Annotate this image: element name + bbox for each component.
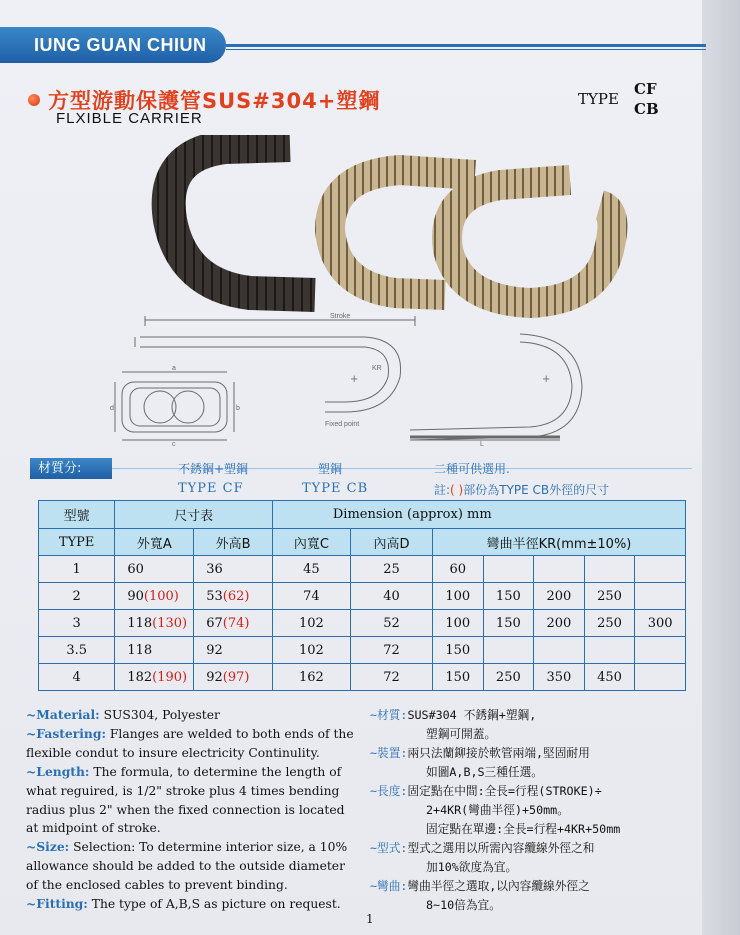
note-suffix: 部份為TYPE CB外徑的尺寸: [463, 483, 610, 497]
note-text: SUS304, Polyester: [99, 708, 220, 722]
cell-d: 52: [351, 610, 433, 637]
cell-c: 45: [272, 556, 350, 583]
cn-note-line: [370, 877, 710, 896]
cell-kr: 150: [483, 610, 534, 637]
cell-b-cb-value: (74): [222, 615, 250, 631]
cell-b: [194, 556, 273, 583]
cell-b-value: 67: [206, 615, 223, 631]
cell-a: [115, 610, 194, 637]
materials-tag: 材質分:: [30, 458, 112, 479]
cn-note-label: ~彎曲:: [370, 879, 408, 893]
note-fitting: [26, 895, 356, 914]
cell-d: 72: [351, 637, 433, 664]
cell-kr: [635, 556, 686, 583]
header-type: TYPE: [39, 529, 115, 556]
type-code-cf: CF: [634, 80, 657, 98]
cn-note-label: ~材質:: [370, 708, 408, 722]
banner-rule: [226, 44, 706, 47]
cell-kr: [635, 583, 686, 610]
material-cf: 不銹鋼+塑鋼: [178, 462, 249, 476]
cell-kr: [635, 664, 686, 691]
cell-type: 1: [39, 556, 115, 583]
center-mark-icon: +: [350, 374, 359, 385]
page-subtitle: FLXIBLE CARRIER: [56, 110, 203, 127]
technical-drawing: [110, 312, 590, 447]
banner-rule-thin: [226, 49, 706, 50]
type-cb-label: TYPE CB: [302, 481, 369, 496]
cell-kr: [534, 637, 585, 664]
header-kr: 彎曲半徑KR(mm±10%): [432, 529, 685, 556]
cn-note-line: [370, 782, 710, 801]
cell-c: 102: [272, 610, 350, 637]
cn-note-text: 固定點在中間:全長=行程(STROKE)÷: [407, 784, 602, 798]
cell-d: 40: [351, 583, 433, 610]
note-fastering: [26, 725, 356, 763]
cell-b: [194, 610, 273, 637]
cell-b: [194, 583, 273, 610]
cell-kr: 250: [584, 610, 635, 637]
cell-a-cb-value: (190): [152, 669, 188, 685]
cell-kr: 150: [483, 583, 534, 610]
cell-kr: 150: [432, 664, 483, 691]
table-subheader-row: [39, 529, 686, 556]
note-length: [26, 763, 356, 839]
cell-kr: [584, 556, 635, 583]
note-label: ~Fastering:: [26, 725, 106, 741]
cn-note-label: ~裝置:: [370, 746, 408, 760]
page-title: 方型游動保護管SUS#304+塑鋼: [48, 89, 381, 113]
cn-note-text: 兩只法蘭鉚接於軟管兩端,堅固耐用: [407, 746, 590, 760]
cn-note-text: SUS#304 不銹鋼+塑鋼,: [407, 708, 537, 722]
cell-kr: 60: [432, 556, 483, 583]
cell-b: [194, 637, 273, 664]
cell-d: 72: [351, 664, 433, 691]
material-choice-note: 二種可供選用.: [434, 462, 510, 476]
cell-a-value: 118: [127, 615, 153, 631]
carrier-dark: [169, 145, 315, 295]
cell-kr: 350: [534, 664, 585, 691]
dim-l-label: L: [480, 441, 484, 447]
dim-kr-label: KR: [372, 365, 382, 372]
parenthesis-note: [434, 481, 609, 498]
cell-kr: 150: [432, 637, 483, 664]
dim-a-label: a: [172, 365, 176, 372]
note-text: The formula, to determine the length of what reguired, is 1/2" stroke plus 4 times bending radius plus 2" when the fixed connection is located at midpoint of stroke.: [26, 764, 345, 836]
cn-note-label: ~長度:: [370, 784, 408, 798]
material-cb: 塑鋼: [318, 462, 343, 476]
cell-kr: [483, 637, 534, 664]
note-text: Flanges are welded to both ends of the flexible condut to insure electricity Continulity.: [26, 726, 354, 760]
cell-d: 25: [351, 556, 433, 583]
cell-b: [194, 664, 273, 691]
cell-a: [115, 637, 194, 664]
cell-kr: [635, 637, 686, 664]
cell-a-value: 118: [127, 642, 153, 658]
cn-note-line: 如圖A,B,S三種任選。: [426, 765, 543, 779]
type-code-cb: CB: [634, 100, 659, 118]
cell-kr: 300: [635, 610, 686, 637]
cell-a: [115, 583, 194, 610]
cell-kr: 450: [584, 664, 635, 691]
cell-a: [115, 556, 194, 583]
cell-type: 3: [39, 610, 115, 637]
cn-note-text: 彎曲半徑之選取,以內容纜線外徑之: [407, 879, 590, 893]
dim-b-label: b: [236, 405, 240, 412]
table-row: [39, 556, 686, 583]
page-number: 1: [366, 912, 374, 926]
cell-a-value: 182: [127, 669, 153, 685]
cn-note-line: [370, 744, 710, 763]
cell-b-value: 92: [206, 669, 223, 685]
note-text: The type of A,B,S as picture on request.: [87, 897, 341, 912]
note-paren: ( ): [450, 483, 464, 497]
note-material: [26, 706, 356, 725]
header-dimension: Dimension (approx) mm: [272, 501, 685, 529]
brand-banner: IUNG GUAN CHIUN: [0, 27, 226, 63]
cn-note-line: 8~10倍為宜。: [426, 898, 501, 912]
cell-kr: 100: [432, 583, 483, 610]
note-label: ~Material:: [26, 707, 100, 722]
cell-kr: 100: [432, 610, 483, 637]
cell-b-value: 53: [206, 588, 223, 604]
dim-d-label: d: [110, 405, 114, 412]
cell-c: 74: [272, 583, 350, 610]
cell-type: 3.5: [39, 637, 115, 664]
cell-kr: [534, 556, 585, 583]
cell-b-value: 92: [206, 642, 223, 658]
table-header-row: [39, 501, 686, 529]
cell-a: [115, 664, 194, 691]
cn-note-label: ~型式:: [370, 841, 408, 855]
cell-a-value: 90: [127, 588, 144, 604]
header-c: 內寬C: [272, 529, 350, 556]
note-text: Selection: To determine interior size, a 10% allowance should be added to the outside diameter of the enclosed cables to prevent binding.: [26, 840, 348, 893]
header-size-cn: 尺寸表: [115, 501, 273, 529]
cell-kr: 200: [534, 610, 585, 637]
cell-c: 162: [272, 664, 350, 691]
table-row: [39, 637, 686, 664]
cn-note-line: [370, 839, 710, 858]
cell-c: 102: [272, 637, 350, 664]
header-d: 內高D: [351, 529, 433, 556]
cell-kr: [483, 556, 534, 583]
cell-kr: 250: [584, 583, 635, 610]
title-bullet-icon: [28, 94, 40, 106]
cell-kr: 250: [483, 664, 534, 691]
header-a: 外寬A: [115, 529, 194, 556]
english-notes: [26, 706, 356, 914]
cell-a-cb-value: (100): [143, 588, 179, 604]
cell-a-value: 60: [127, 561, 144, 577]
cell-b-value: 36: [206, 561, 223, 577]
table-row: [39, 583, 686, 610]
note-prefix: 註:: [434, 483, 451, 497]
fixed-point-label: Fixed point: [325, 421, 360, 428]
product-photo: [130, 135, 650, 320]
table-row: [39, 610, 686, 637]
note-label: ~Length:: [26, 763, 90, 779]
note-size: [26, 838, 356, 895]
cell-kr: [584, 637, 635, 664]
cell-b-cb-value: (97): [222, 669, 250, 685]
chinese-notes: [370, 706, 710, 915]
type-label: TYPE: [578, 90, 619, 108]
header-b: 外高B: [194, 529, 273, 556]
cn-note-line: 加10%欲度為宜。: [426, 860, 518, 874]
cn-note-line: 固定點在單邊:全長=行程+4KR+50mm: [426, 822, 621, 836]
stroke-label: Stroke: [330, 313, 351, 320]
cell-type: 2: [39, 583, 115, 610]
cn-note-text: 型式之選用以所需內容纜線外徑之和: [407, 841, 595, 855]
cell-a-cb-value: (130): [152, 615, 188, 631]
cn-note-line: 2+4KR(彎曲半徑)+50mm。: [426, 803, 569, 817]
note-label: ~Fitting:: [26, 896, 88, 912]
dimension-table: [38, 500, 686, 691]
note-label: ~Size:: [26, 839, 70, 855]
cn-note-line: [370, 706, 710, 725]
table-row: [39, 664, 686, 691]
carrier-right: [447, 180, 612, 303]
type-cf-label: TYPE CF: [178, 481, 244, 496]
dim-c-label: c: [172, 441, 176, 447]
center-mark-icon: +: [542, 374, 551, 385]
cell-b-cb-value: (62): [222, 588, 250, 604]
cn-note-line: 塑鋼可開蓋。: [426, 727, 497, 741]
header-type-cn: 型號: [39, 501, 115, 529]
cell-type: 4: [39, 664, 115, 691]
cell-kr: 200: [534, 583, 585, 610]
